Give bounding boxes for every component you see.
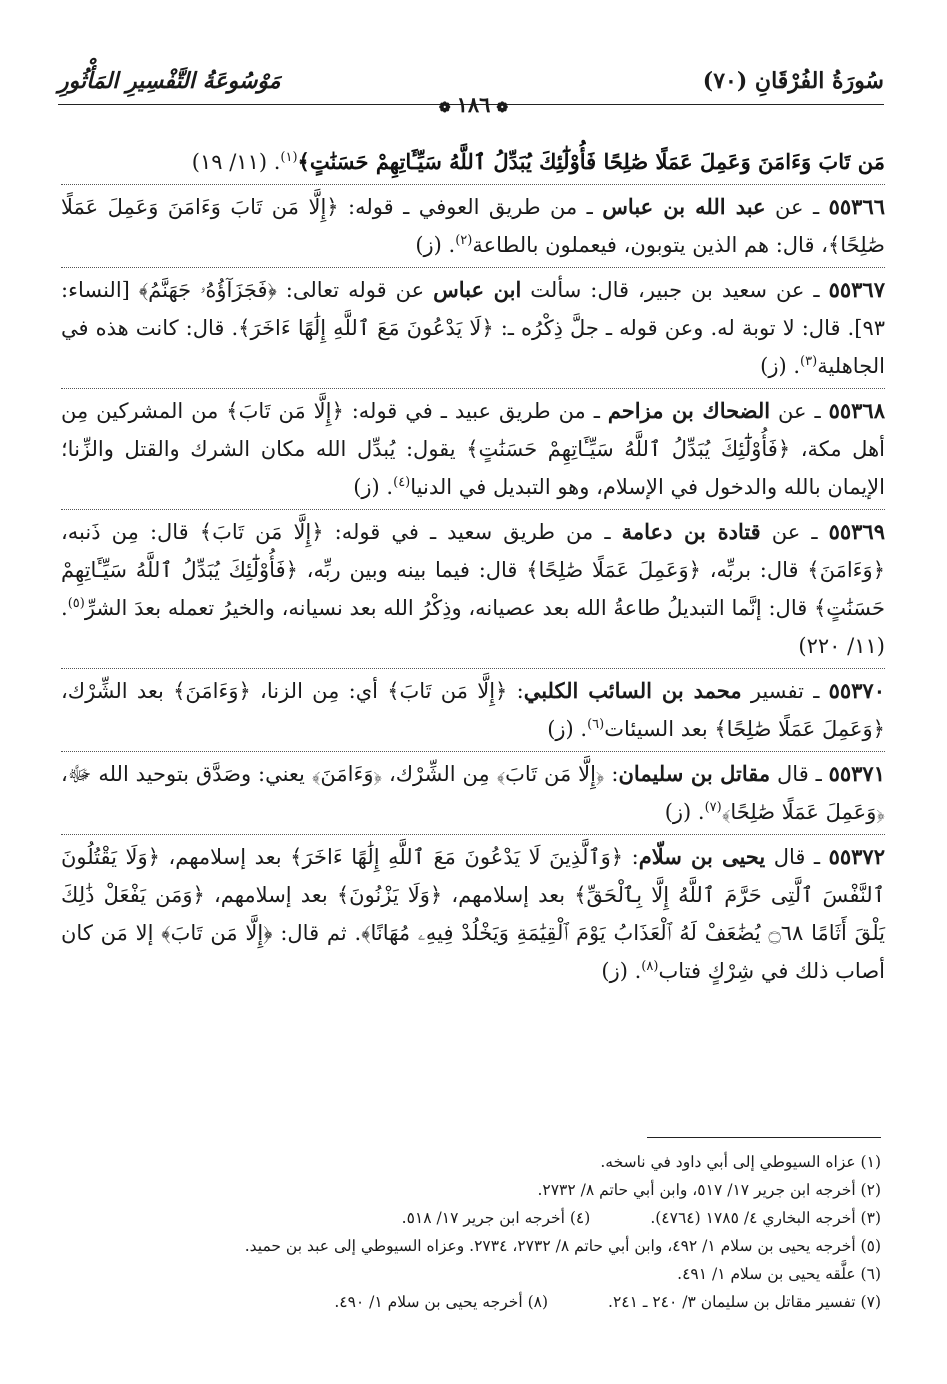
entry-55368: ٥٥٣٦٨ ـ عن الضحاك بن مزاحم ـ من طريق عبيد ـ في قوله: ﴿إِلَّا مَن تَابَ﴾ من المشركين مِن أهل مكة، ﴿فَأُوْلَٰٓئِكَ يُبَدِّلُ ٱللَّهُ سَيِّـَٔاتِهِمْ حَسَنَٰتٍ﴾ يقول: يُبدِّل الله مكان الشرك والقتل والزِّنا؛ الإيمان بالله والدخول في الإسلام، وهو التبديل في الدنيا$^{(٤)}$. (ز) <box>61 389 885 510</box>
ornament-icon: ❁ <box>496 100 509 116</box>
footnote-6: (٦) علَّقه يحيى بن سلام ١/ ٤٩١. <box>677 1265 881 1283</box>
entry-continuation: مَن تَابَ وَءَامَنَ وَعَمِلَ عَمَلًا صَٰلِحًا فَأُوْلَٰٓئِكَ يُبَدِّلُ ٱللَّهُ سَيِّـَٔاتِهِمْ حَسَنَٰتٍ﴾$^{(١)}$. (١١/ ١٩) <box>61 140 885 185</box>
footnote-7: (٧) تفسير مقاتل بن سليمان ٣/ ٢٤٠ ـ ٢٤١. <box>608 1293 881 1311</box>
footnote-5: (٥) أخرجه يحيى بن سلام ١/ ٤٩٢، وابن أبي حاتم ٨/ ٢٧٣٢، ٢٧٣٤. وعزاه السيوطي إلى عبد بن حميد. <box>244 1237 881 1255</box>
book-title: مَوْسُوعَةُ التَّفْسِيرِ المَأْثُورِ <box>58 68 281 94</box>
ornament-icon: ❁ <box>438 100 451 116</box>
surah-title: سُورَةُ الفُرْقَانِ (٧٠) <box>702 68 884 94</box>
footnote-8: (٨) أخرجه يحيى بن سلام ١/ ٤٩٠. <box>334 1293 549 1311</box>
footnote-4: (٤) أخرجه ابن جرير ١٧/ ٥١٨. <box>401 1209 591 1227</box>
page-number: ❁١٨٦❁ <box>438 92 509 117</box>
footnotes <box>63 1148 881 1316</box>
entry-55369: ٥٥٣٦٩ ـ عن قتادة بن دعامة ـ من طريق سعيد ـ في قوله: ﴿إِلَّا مَن تَابَ﴾ قال: مِن ذَنبه، ﴿وَءَامَنَ﴾ قال: بربِّه، ﴿وَعَمِلَ عَمَلًا صَٰلِحًا﴾ قال: فيما بينه وبين ربِّه، ﴿فَأُوْلَٰٓئِكَ يُبَدِّلُ ٱللَّهُ سَيِّـَٔاتِهِمْ حَسَنَٰتٍ﴾ قال: إنَّما التبديلُ طاعةُ الله بعد عصيانه، وذِكْرُ الله بعد نسيانه، والخيرُ تعمله بعدَ الشرِّ$^{(٥)}$. (١١/ ٢٢٠) <box>61 510 885 669</box>
footnote-row <box>63 1204 881 1232</box>
entry-55370: ٥٥٣٧٠ ـ تفسير محمد بن السائب الكلبي: ﴿إِلَّا مَن تَابَ﴾ أي: مِن الزنا، ﴿وَءَامَنَ﴾ بعد الشِّرْك، ﴿وَعَمِلَ عَمَلًا صَٰلِحًا﴾ بعد السيئات$^{(٦)}$. (ز) <box>61 669 885 752</box>
footnote-row <box>63 1288 881 1316</box>
entry-55371: ٥٥٣٧١ ـ قال مقاتل بن سليمان: ﴿إِلَّا مَن تَابَ﴾ مِن الشِّرْك، ﴿وَءَامَنَ﴾ يعني: وصَدَّق بتوحيد الله ﷻ، ﴿وَعَمِلَ عَمَلًا صَٰلِحًا﴾$^{(٧)}$. (ز) <box>61 752 885 835</box>
entry-55366: ٥٥٣٦٦ ـ عن عبد الله بن عباس ـ من طريق العوفي ـ قوله: ﴿إِلَّا مَن تَابَ وَءَامَنَ وَعَمِلَ عَمَلًا صَٰلِحًا﴾، قال: هم الذين يتوبون، فيعملون بالطاعة$^{(٢)}$. (ز) <box>61 185 885 268</box>
entry-55367: ٥٥٣٦٧ ـ عن سعيد بن جبير، قال: سألت ابن عباس عن قوله تعالى: ﴿فَجَزَآؤُهُۥ جَهَنَّمُ﴾ [النساء: ٩٣]. قال: لا توبة له. وعن قوله ـ جلَّ ذِكْرُه ـ: ﴿لَا يَدْعُونَ مَعَ ٱللَّهِ إِلَٰهًا ءَاخَرَ﴾. قال: كانت هذه في الجاهلية$^{(٣)}$. (ز) <box>61 268 885 389</box>
main-text <box>61 140 885 993</box>
footnote-3: (٣) أخرجه البخاري ٤/ ١٧٨٥ (٤٧٦٤). <box>650 1209 881 1227</box>
footnote-rule <box>647 1137 881 1138</box>
entry-55372: ٥٥٣٧٢ ـ قال يحيى بن سلّام: ﴿وَٱلَّذِينَ لَا يَدْعُونَ مَعَ ٱللَّهِ إِلَٰهًا ءَاخَرَ﴾ بعد إسلامهم، ﴿وَلَا يَقْتُلُونَ ٱلنَّفْسَ ٱلَّتِى حَرَّمَ ٱللَّهُ إِلَّا بِٱلْحَقِّ﴾ بعد إسلامهم، ﴿وَلَا يَزْنُونَ﴾ بعد إسلامهم، ﴿وَمَن يَفْعَلْ ذَٰلِكَ يَلْقَ أَثَامًا ۝٦٨ يُضَٰعَفْ لَهُ ٱلْعَذَابُ يَوْمَ ٱلْقِيَٰمَةِ وَيَخْلُدْ فِيهِۦ مُهَانًا﴾. ثم قال: ﴿إِلَّا مَن تَابَ﴾ إلا مَن كان أصاب ذلك في شِرْكٍ فتاب$^{(٨)}$. (ز) <box>61 844 885 983</box>
footnote-1: (١) عزاه السيوطي إلى أبي داود في ناسخه. <box>600 1153 881 1171</box>
footnote-2: (٢) أخرجه ابن جرير ١٧/ ٥١٧، وابن أبي حاتم ٨/ ٢٧٣٢. <box>537 1181 881 1199</box>
